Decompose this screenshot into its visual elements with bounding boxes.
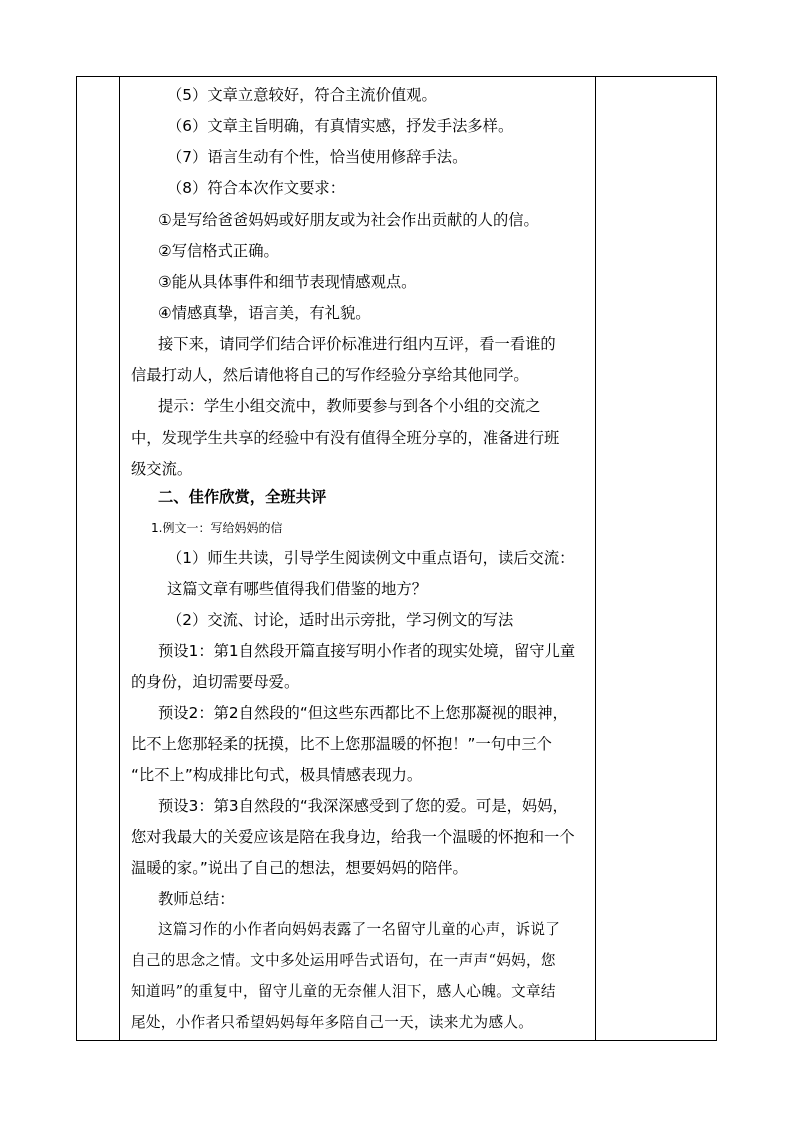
summary-line-1: 这篇习作的小作者向妈妈表露了一名留守儿童的心声，诉说了 (158, 921, 561, 938)
preset-1-line-2: 的身份，迫切需要母爱。 (131, 673, 300, 691)
criterion-8: （8）符合本次作文要求： (167, 179, 345, 197)
requirement-4: ④情感真挚，语言美，有礼貌。 (158, 304, 371, 322)
step-1: （1）师生共读，引导学生阅读例文中重点语句，读后交流： (167, 549, 575, 567)
tip-line-3: 级交流。 (131, 460, 193, 478)
preset-2-line-3: “比不上”构成排比句式，极具情感表现力。 (131, 766, 423, 784)
preset-1-line-1: 预设1：第1自然段开篇直接写明小作者的现实处境，留守儿童 (158, 642, 576, 660)
requirement-2: ②写信格式正确。 (158, 242, 279, 260)
summary-label: 教师总结： (158, 890, 235, 908)
criterion-7: （7）语言生动有个性，恰当使用修辞手法。 (167, 148, 468, 166)
column-divider-left (119, 77, 120, 1040)
peer-review-line-1: 接下来，请同学们结合评价标准进行组内互评，看一看谁的 (158, 335, 556, 353)
step-2: （2）交流、讨论，适时出示旁批，学习例文的写法 (167, 611, 514, 629)
preset-2-line-1: 预设2：第2自然段的“但这些东西都比不上您那凝视的眼神， (158, 704, 568, 722)
criterion-5: （5）文章立意较好，符合主流价值观。 (167, 86, 437, 104)
criterion-6: （6）文章主旨明确，有真情实感，抒发手法多样。 (167, 117, 514, 135)
requirement-1: ①是写给爸爸妈妈或好朋友或为社会作出贡献的人的信。 (158, 211, 539, 229)
lesson-table (76, 76, 717, 1041)
preset-2-line-2: 比不上您那轻柔的抚摸，比不上您那温暖的怀抱！”一句中三个 (131, 735, 552, 753)
preset-3-line-1: 预设3：第3自然段的“我深深感受到了您的爱。可是，妈妈， (158, 797, 568, 815)
requirement-3: ③能从具体事件和细节表现情感观点。 (158, 273, 417, 291)
summary-line-3: 知道吗”的重复中，留守儿童的无奈催人泪下，感人心魄。文章结 (131, 983, 556, 1000)
step-1-question: 这篇文章有哪些值得我们借鉴的地方？ (167, 580, 428, 598)
preset-3-line-2: 您对我最大的关爱应该是陪在我身边，给我一个温暖的怀抱和一个 (131, 828, 575, 846)
tip-line-1: 提示：学生小组交流中，教师要参与到各个小组的交流之 (158, 397, 541, 415)
section-title: 二、佳作欣赏，全班共评 (158, 488, 327, 506)
tip-line-2: 中，发现学生共享的经验中有没有值得全班分享的，准备进行班 (131, 429, 560, 447)
peer-review-line-2: 信最打动人，然后请他将自己的写作经验分享给其他同学。 (131, 366, 529, 384)
summary-line-4: 尾处，小作者只希望妈妈每年多陪自己一天，读来尤为感人。 (131, 1014, 534, 1031)
example-title: 1.例文一：写给妈妈的信 (151, 521, 283, 535)
preset-3-line-3: 温暖的家。”说出了自己的想法，想要妈妈的陪伴。 (131, 859, 468, 877)
column-divider-right (595, 77, 596, 1040)
summary-line-2: 自己的思念之情。文中多处运用呼告式语句，在一声声“妈妈，您 (131, 952, 556, 969)
